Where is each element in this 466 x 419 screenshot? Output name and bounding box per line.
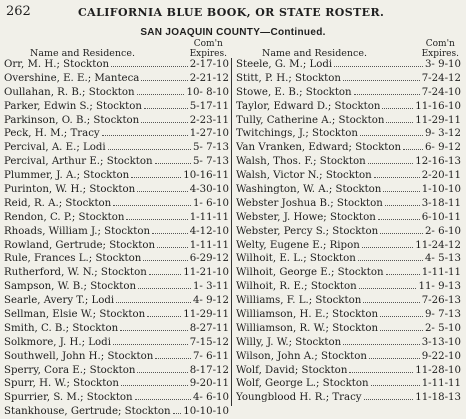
entry-row bbox=[4, 100, 229, 114]
entry-row bbox=[236, 336, 461, 350]
entry-name: Plummer, J. A.; Stockton bbox=[4, 170, 130, 182]
entry-name: Stitt, P. H.; Stockton bbox=[236, 72, 341, 84]
entry-expiry: 10-16-11 bbox=[183, 170, 229, 182]
entry-row bbox=[236, 364, 461, 378]
entry-name: Tully, Catherine A.; Stockton bbox=[236, 114, 385, 126]
entry-name: Washington, W. A.; Stockton bbox=[236, 184, 382, 196]
dot-leader bbox=[141, 121, 187, 123]
entry-expiry: 2- 6-10 bbox=[424, 225, 461, 237]
dot-leader bbox=[116, 301, 191, 303]
entry-expiry: 3- 9-10 bbox=[424, 59, 461, 70]
entry-expiry: 11-28-10 bbox=[415, 364, 461, 376]
entry-row bbox=[236, 294, 461, 308]
entry-name: Walsh, Victor N.; Stockton bbox=[236, 170, 372, 182]
entry-row bbox=[236, 169, 461, 183]
entry-name: Peck, H. M.; Tracy bbox=[4, 128, 100, 140]
entry-name: Sellman, Elsie W.; Stockton bbox=[4, 309, 146, 321]
entry-row bbox=[4, 86, 229, 100]
entry-expiry: 9- 7-13 bbox=[424, 309, 461, 321]
entry-expiry: 4-12-10 bbox=[189, 225, 229, 237]
entry-name: Rowland, Gertrude; Stockton bbox=[4, 239, 156, 251]
dot-leader bbox=[131, 176, 181, 178]
entry-name: Wilhoit, E. L.; Stockton bbox=[236, 253, 356, 265]
entry-row bbox=[4, 114, 229, 128]
dot-leader bbox=[383, 190, 419, 192]
entry-name: Williams, F. L.; Stockton bbox=[236, 295, 362, 307]
entry-name: Rule, Frances L.; Stockton bbox=[4, 253, 142, 265]
dot-leader bbox=[137, 190, 188, 192]
left-entry-list bbox=[4, 58, 229, 419]
entry-expiry: 4- 9-12 bbox=[192, 295, 229, 307]
entry-name: Percival, Arthur E.; Stockton bbox=[4, 156, 153, 168]
dot-leader bbox=[386, 273, 420, 275]
entry-name: Orr, M. H.; Stockton bbox=[4, 59, 110, 70]
dot-leader bbox=[173, 412, 182, 414]
entry-row bbox=[4, 377, 229, 391]
entry-expiry: 4- 5-13 bbox=[424, 253, 461, 265]
entry-name: Willy, J. W.; Stockton bbox=[236, 336, 342, 348]
entry-row bbox=[4, 211, 229, 225]
entry-name: Steele, G. M.; Lodi bbox=[236, 59, 333, 70]
entry-row bbox=[4, 183, 229, 197]
entry-name: Reid, R. A.; Stockton bbox=[4, 197, 112, 209]
entry-name: Stowe, E. B.; Stockton bbox=[236, 86, 352, 98]
dot-leader bbox=[137, 93, 185, 95]
dot-leader bbox=[354, 93, 420, 95]
dot-leader bbox=[121, 384, 188, 386]
entry-expiry: 6-29-12 bbox=[189, 253, 229, 265]
entry-expiry: 9-22-10 bbox=[421, 350, 461, 362]
entry-expiry: 1-11-11 bbox=[421, 378, 461, 390]
entry-name: Sperry, Cora E.; Stockton bbox=[4, 364, 136, 376]
entry-row bbox=[236, 86, 461, 100]
dot-leader bbox=[362, 246, 413, 248]
entry-row bbox=[236, 322, 461, 336]
entry-name: Parker, Edwin S.; Stockton bbox=[4, 100, 142, 112]
entry-row bbox=[236, 155, 461, 169]
entry-row bbox=[236, 72, 461, 86]
entry-name: Youngblood H. R.; Tracy bbox=[236, 392, 362, 404]
dot-leader bbox=[380, 232, 423, 234]
dot-leader bbox=[368, 162, 414, 164]
entry-name: Percival, A. E.; Lodi bbox=[4, 142, 106, 154]
entry-name: Sampson, W. B.; Stockton bbox=[4, 281, 137, 293]
dot-leader bbox=[108, 148, 191, 150]
entry-name: Taylor, Edward D.; Stockton bbox=[236, 100, 381, 112]
dot-leader bbox=[358, 259, 423, 261]
entry-name: Welty, Eugene E.; Ripon bbox=[236, 239, 360, 251]
entry-row bbox=[4, 336, 229, 350]
entry-expiry: 9- 3-12 bbox=[424, 128, 461, 140]
entry-name: Southwell, John H.; Stockton bbox=[4, 350, 154, 362]
dot-leader bbox=[382, 107, 413, 109]
dot-leader bbox=[113, 204, 191, 206]
section-title: SAN JOAQUIN COUNTY—Continued. bbox=[140, 27, 326, 38]
entry-expiry: 1- 6-10 bbox=[192, 197, 229, 209]
entry-row bbox=[236, 252, 461, 266]
dot-leader bbox=[334, 65, 423, 67]
entry-row bbox=[236, 377, 461, 391]
entry-row bbox=[236, 225, 461, 239]
entry-expiry: 7-26-13 bbox=[421, 295, 461, 307]
dot-leader bbox=[364, 398, 414, 400]
entry-row bbox=[236, 308, 461, 322]
entry-name: Solkmore, J. H.; Lodi bbox=[4, 336, 111, 348]
entry-expiry: 11-18-13 bbox=[415, 392, 461, 404]
dot-leader bbox=[359, 287, 417, 289]
entry-expiry: 11-29-11 bbox=[183, 309, 229, 321]
entry-row bbox=[236, 391, 461, 405]
entry-name: Wilson, John A.; Stockton bbox=[236, 350, 367, 362]
entry-expiry: 8-17-12 bbox=[189, 364, 229, 376]
entry-expiry: 10-10-10 bbox=[183, 406, 229, 418]
entry-expiry: 2-23-11 bbox=[189, 114, 229, 126]
dot-leader bbox=[378, 218, 420, 220]
right-column-header bbox=[236, 39, 461, 58]
dot-leader bbox=[143, 259, 187, 261]
entry-name: Twitchings, J.; Stockton bbox=[236, 128, 358, 140]
entry-row bbox=[4, 155, 229, 169]
dot-leader bbox=[111, 65, 188, 67]
entry-row bbox=[236, 58, 461, 72]
dot-leader bbox=[135, 398, 191, 400]
dot-leader bbox=[349, 371, 413, 373]
entry-expiry: 3-13-10 bbox=[421, 336, 461, 348]
entry-row bbox=[236, 280, 461, 294]
dot-leader bbox=[102, 134, 188, 136]
entry-name: Webster, Percy S.; Stockton bbox=[236, 225, 379, 237]
dot-leader bbox=[155, 162, 191, 164]
entry-name: Parkinson, O. B.; Stockton bbox=[4, 114, 140, 126]
entry-row bbox=[4, 322, 229, 336]
entry-name: Williamson, H. E.; Stockton bbox=[236, 309, 379, 321]
dot-leader bbox=[343, 343, 420, 345]
entry-name: Overshine, E. E.; Manteca bbox=[4, 72, 140, 84]
entry-row bbox=[236, 141, 461, 155]
entry-name: Rhoads, William J.; Stockton bbox=[4, 225, 151, 237]
entry-row bbox=[4, 294, 229, 308]
entry-expiry: 1- 3-11 bbox=[192, 281, 229, 293]
entry-row bbox=[4, 141, 229, 155]
entry-expiry: 5- 7-13 bbox=[192, 142, 229, 154]
entry-row bbox=[4, 239, 229, 253]
entry-name: Purinton, W. H.; Stockton bbox=[4, 184, 136, 196]
entry-name: Rutherford, W. N.; Stockton bbox=[4, 267, 147, 279]
name-header: Name and Residence. bbox=[30, 48, 135, 59]
dot-leader bbox=[152, 232, 188, 234]
entry-row bbox=[236, 211, 461, 225]
right-entry-list bbox=[236, 58, 461, 405]
entry-name: Van Vranken, Edward; Stockton bbox=[236, 142, 402, 154]
running-head: CALIFORNIA BLUE BOOK, OR STATE ROSTER. bbox=[78, 6, 385, 19]
entry-expiry: 12-16-13 bbox=[415, 156, 461, 168]
page-number: 262 bbox=[6, 4, 31, 19]
entry-row bbox=[4, 308, 229, 322]
entry-row bbox=[4, 280, 229, 294]
left-column bbox=[4, 39, 229, 419]
dot-leader bbox=[363, 301, 419, 303]
dot-leader bbox=[374, 176, 420, 178]
dot-leader bbox=[343, 79, 420, 81]
entry-expiry: 7-15-12 bbox=[189, 336, 229, 348]
entry-name: Wolf, David; Stockton bbox=[236, 364, 348, 376]
entry-row bbox=[236, 127, 461, 141]
entry-name: Rendon, C. P.; Stockton bbox=[4, 211, 125, 223]
entry-expiry: 4- 6-10 bbox=[192, 392, 229, 404]
entry-row bbox=[236, 100, 461, 114]
entry-name: Wilhoit, R. E.; Stockton bbox=[236, 281, 357, 293]
entry-expiry: 11-24-12 bbox=[415, 239, 461, 251]
dot-leader bbox=[113, 343, 188, 345]
entry-expiry: 10- 8-10 bbox=[186, 86, 229, 98]
expires-header: Com'n Expires. bbox=[189, 39, 227, 59]
dot-leader bbox=[403, 148, 423, 150]
entry-row bbox=[4, 391, 229, 405]
entry-row bbox=[4, 364, 229, 378]
entry-row bbox=[4, 225, 229, 239]
entry-row bbox=[4, 72, 229, 86]
entry-row bbox=[236, 114, 461, 128]
entry-name: Spurr, H. W.; Stockton bbox=[4, 378, 119, 390]
entry-row bbox=[4, 169, 229, 183]
dot-leader bbox=[149, 273, 181, 275]
entry-expiry: 1-11-11 bbox=[189, 211, 229, 223]
entry-row bbox=[236, 266, 461, 280]
entry-name: Wilhoit, George E.; Stockton bbox=[236, 267, 384, 279]
dot-leader bbox=[138, 287, 191, 289]
entry-expiry: 2- 5-10 bbox=[424, 322, 461, 334]
entry-name: Oullahan, R. B.; Stockton bbox=[4, 86, 135, 98]
entry-expiry: 1-27-10 bbox=[189, 128, 229, 140]
entry-expiry: 4-30-10 bbox=[189, 184, 229, 196]
entry-expiry: 2-20-11 bbox=[421, 170, 461, 182]
entry-row bbox=[4, 350, 229, 364]
entry-expiry: 6-10-11 bbox=[421, 211, 461, 223]
entry-name: Wolf, George L.; Stockton bbox=[236, 378, 369, 390]
dot-leader bbox=[380, 315, 423, 317]
entry-expiry: 3-18-11 bbox=[421, 197, 461, 209]
entry-expiry: 8-27-11 bbox=[189, 322, 229, 334]
entry-row bbox=[4, 58, 229, 72]
entry-expiry: 11-21-10 bbox=[183, 267, 229, 279]
entry-name: Webster Joshua B.; Stockton bbox=[236, 197, 383, 209]
entry-row bbox=[236, 350, 461, 364]
entry-name: Spurrier, S. M.; Stockton bbox=[4, 392, 133, 404]
dot-leader bbox=[147, 315, 181, 317]
entry-expiry: 7- 6-11 bbox=[192, 350, 229, 362]
dot-leader bbox=[371, 384, 420, 386]
entry-name: Stankhouse, Gertrude; Stockton bbox=[4, 406, 171, 418]
entry-expiry: 7-24-10 bbox=[421, 86, 461, 98]
entry-expiry: 2-17-10 bbox=[189, 59, 229, 70]
expires-header: Com'n Expires. bbox=[421, 39, 459, 59]
entry-name: Williamson, R. W.; Stockton bbox=[236, 322, 379, 334]
dot-leader bbox=[369, 357, 420, 359]
entry-row bbox=[4, 252, 229, 266]
left-column-header bbox=[4, 39, 229, 58]
dot-leader bbox=[157, 246, 188, 248]
right-column bbox=[236, 39, 461, 405]
dot-leader bbox=[360, 134, 423, 136]
entry-expiry: 2-21-12 bbox=[189, 72, 229, 84]
entry-row bbox=[4, 266, 229, 280]
entry-expiry: 1-11-11 bbox=[189, 239, 229, 251]
dot-leader bbox=[120, 329, 187, 331]
entry-expiry: 1-11-11 bbox=[421, 267, 461, 279]
entry-expiry: 1-10-10 bbox=[421, 184, 461, 196]
dot-leader bbox=[385, 204, 420, 206]
dot-leader bbox=[144, 107, 188, 109]
dot-leader bbox=[141, 79, 187, 81]
entry-expiry: 5- 7-13 bbox=[192, 156, 229, 168]
entry-expiry: 11-29-11 bbox=[415, 114, 461, 126]
name-header: Name and Residence. bbox=[262, 48, 367, 59]
dot-leader bbox=[380, 329, 423, 331]
entry-row bbox=[236, 197, 461, 211]
entry-name: Searle, Avery T.; Lodi bbox=[4, 295, 115, 307]
dot-leader bbox=[126, 218, 187, 220]
entry-name: Smith, C. B.; Stockton bbox=[4, 322, 119, 334]
entry-row bbox=[4, 197, 229, 211]
entry-expiry: 6- 9-12 bbox=[424, 142, 461, 154]
entry-expiry: 7-24-12 bbox=[421, 72, 461, 84]
entry-row bbox=[236, 183, 461, 197]
entry-expiry: 5-17-11 bbox=[189, 100, 229, 112]
entry-expiry: 11-16-10 bbox=[415, 100, 461, 112]
entry-row bbox=[4, 127, 229, 141]
entry-expiry: 9-20-11 bbox=[189, 378, 229, 390]
entry-row bbox=[236, 239, 461, 253]
entry-row bbox=[4, 405, 229, 419]
dot-leader bbox=[386, 121, 413, 123]
entry-name: Walsh, Thos. F.; Stockton bbox=[236, 156, 366, 168]
dot-leader bbox=[155, 357, 191, 359]
dot-leader bbox=[137, 371, 187, 373]
entry-name: Webster, J. Howe; Stockton bbox=[236, 211, 376, 223]
entry-expiry: 11- 9-13 bbox=[418, 281, 461, 293]
column-divider bbox=[231, 58, 232, 406]
